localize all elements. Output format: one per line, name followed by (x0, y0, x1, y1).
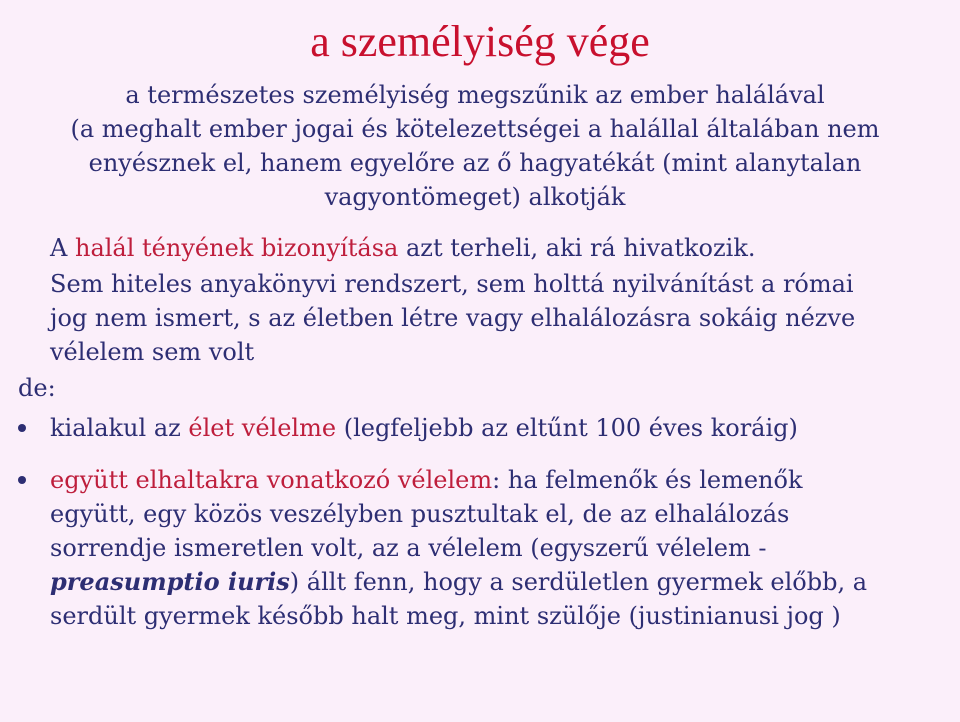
latin-term: preasumptio iuris (50, 567, 290, 596)
burden-of-proof-text (18, 231, 890, 265)
bullet-after-text: (legfeljebb az eltűnt 100 éves koráig) (343, 414, 798, 442)
content-block (18, 231, 890, 633)
bullet-icon (18, 476, 26, 484)
bullet-item-life-presumption (18, 411, 890, 445)
no-registry-text: Sem hiteles anyakönyvi rendszert, sem holttá nyilvánítást a római jog nem ismert, s az életben létre vagy elhalálozásra sokáig nézve vélelem sem volt (50, 270, 856, 366)
bullet-highlight-text: élet vélelme (188, 414, 337, 442)
bullet-after-text: : ha felmenők és lemenők együtt, egy közös veszélyben pusztultak el, de az elhalálozás sorrendje ismeretlen volt, az a vélelem (egyszerű vélelem - (50, 466, 803, 562)
burden-highlight-text: halál tényének bizonyítása (74, 234, 399, 262)
intro-block (45, 78, 905, 214)
bullet-item-commorientes (18, 463, 890, 633)
bullet-before-text: kialakul az (50, 414, 181, 442)
intro-lead: a természetes személyiség megszűnik az ember halálával (125, 81, 825, 109)
intro-detail: (a meghalt ember jogai és kötelezettségei a halállal általában nem enyésznek el, hanem egyelőre az ő hagyatékát (mint alanytalan vagyontömeget) alkotják (70, 115, 880, 211)
bullet-tail-text: ) állt fenn, hogy a serdületlen gyermek előbb, a serdült gyermek később halt meg, mint szülője (justinianusi jog ) (50, 568, 868, 630)
bullet-highlight-text: együtt elhaltakra vonatkozó vélelem (50, 466, 493, 494)
burden-after-text: azt terheli, aki rá hivatkozik. (405, 234, 756, 262)
but-label: de: (18, 374, 56, 402)
burden-before-text: A (50, 234, 68, 262)
bullet-icon (18, 424, 26, 432)
bullet-list (18, 411, 890, 633)
slide-title: a személyiség vége (310, 17, 650, 66)
